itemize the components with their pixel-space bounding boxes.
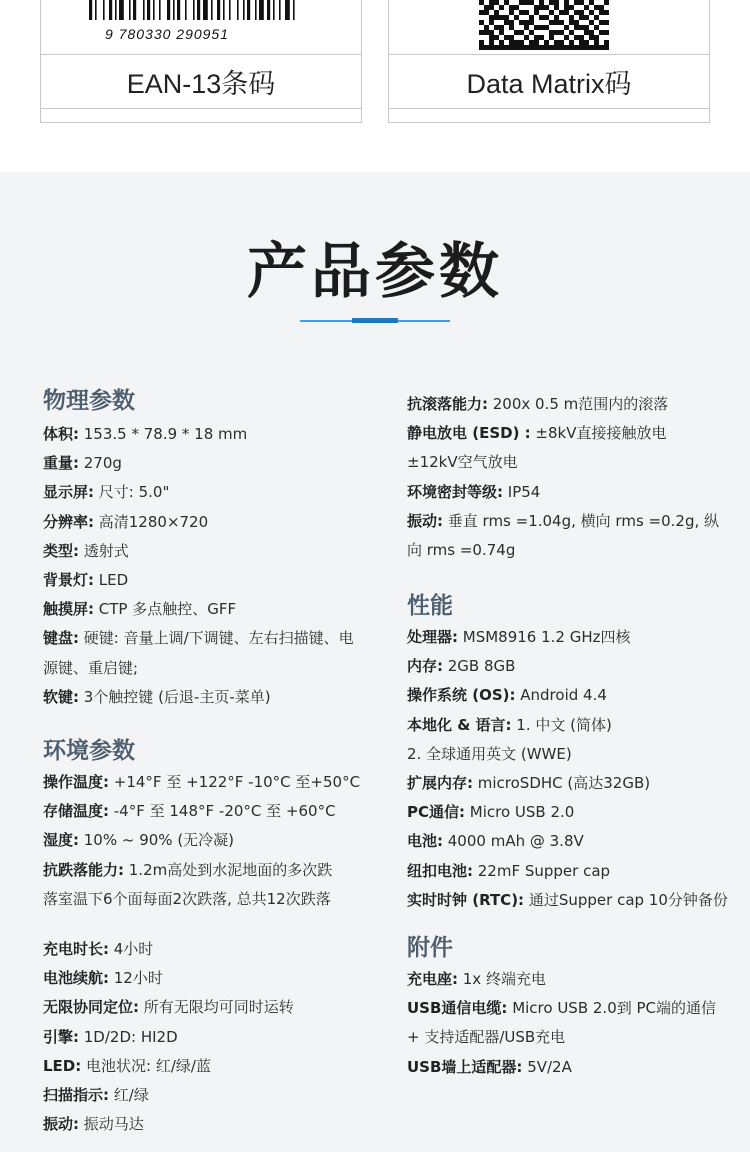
- param-key: 存储温度:: [43, 802, 109, 821]
- param-value: 向 rms =0.74g: [407, 541, 516, 559]
- param-value: Android 4.4: [515, 686, 607, 705]
- param-line: [407, 830, 584, 851]
- param-key: 处理器:: [407, 628, 458, 646]
- param-line: [43, 686, 271, 707]
- param-value: 12小时: [109, 969, 163, 988]
- param-line: [43, 771, 360, 792]
- param-line: [43, 569, 128, 590]
- param-value: 所有无限均可同时运转: [139, 998, 294, 1017]
- param-value: 1x 终端充电: [458, 970, 546, 988]
- param-value: microSDHC (高达32GB): [473, 774, 651, 792]
- param-key: 振动:: [407, 511, 443, 530]
- param-key: 类型:: [43, 541, 79, 560]
- param-value: 源键、重启键;: [43, 658, 139, 677]
- param-key: 内存:: [407, 657, 443, 676]
- ean13-card: [40, 0, 362, 123]
- param-line: [43, 1055, 211, 1076]
- param-line: [43, 598, 236, 619]
- param-key: 电池:: [407, 832, 443, 851]
- param-line: [43, 888, 331, 909]
- param-line: [407, 743, 572, 764]
- param-key: 显示屏:: [43, 483, 94, 502]
- param-value: 通过Supper cap 10分钟备份: [524, 890, 728, 909]
- ean13-number: 9 780330 290951: [105, 26, 229, 42]
- param-line: [407, 968, 546, 989]
- param-value: 电池状况: 红/绿/蓝: [81, 1056, 211, 1075]
- section-heading: 物理参数: [43, 388, 135, 414]
- param-key: 扩展内存:: [407, 774, 473, 792]
- param-value: 270g: [79, 454, 122, 473]
- param-line: [407, 997, 716, 1018]
- param-line: [407, 714, 612, 735]
- param-value: Micro USB 2.0: [465, 803, 575, 822]
- section-heading: 附件: [407, 935, 453, 961]
- param-line: [407, 422, 667, 443]
- param-key: PC通信:: [407, 803, 466, 822]
- param-line: [407, 539, 515, 560]
- param-value: 3个触控键 (后退-主页-菜单): [79, 687, 271, 706]
- param-line: [43, 1113, 144, 1134]
- param-key: 电池续航:: [43, 969, 109, 988]
- param-value: 2. 全球通用英文 (WWE): [407, 744, 572, 763]
- param-key: 纽扣电池:: [407, 861, 473, 880]
- param-value: 5V/2A: [522, 1057, 572, 1076]
- param-line: [43, 996, 294, 1017]
- param-value: 1D/2D: HI2D: [79, 1027, 178, 1046]
- param-value: 22mF Supper cap: [473, 861, 611, 880]
- param-value: 硬键: 音量上调/下调键、左右扫描键、电: [79, 629, 354, 648]
- param-value: +14°F 至 +122°F -10°C 至+50°C: [109, 773, 361, 791]
- param-value: 153.5 * 78.9 * 18 mm: [79, 425, 248, 443]
- param-line: [407, 889, 728, 910]
- param-line: [407, 510, 719, 531]
- param-value: 红/绿: [109, 1086, 149, 1104]
- param-value: + 支持适配器/USB充电: [407, 1028, 566, 1047]
- param-key: 湿度:: [43, 831, 79, 850]
- param-line: [43, 800, 336, 821]
- param-key: 软键:: [43, 687, 79, 706]
- param-line: [43, 938, 153, 959]
- product-parameters-section: [0, 172, 750, 1152]
- param-line: [407, 481, 540, 502]
- param-line: [43, 540, 129, 561]
- param-key: 背景灯:: [43, 571, 94, 589]
- param-value: ±12kV空气放电: [407, 453, 518, 472]
- param-key: USB墙上适配器:: [407, 1057, 523, 1076]
- param-key: 体积:: [43, 425, 79, 443]
- param-line: [43, 1084, 149, 1105]
- param-line: [43, 423, 247, 444]
- param-value: 4小时: [109, 940, 154, 958]
- param-line: [407, 451, 518, 472]
- param-line: [407, 1056, 572, 1077]
- param-value: -4°F 至 148°F -20°C 至 +60°C: [109, 802, 336, 821]
- param-value: IP54: [503, 482, 541, 501]
- param-key: 分辨率:: [43, 512, 94, 531]
- section-title: 产品参数: [247, 237, 503, 307]
- param-key: LED:: [43, 1056, 82, 1075]
- param-value: ±8kV直接接触放电: [530, 424, 667, 443]
- param-key: 振动:: [43, 1115, 79, 1134]
- param-value: 振动马达: [79, 1115, 144, 1134]
- param-line: [43, 657, 138, 678]
- param-line: [407, 1026, 565, 1047]
- param-line: [43, 1026, 178, 1047]
- param-key: 操作系统 (OS):: [407, 686, 516, 705]
- param-line: [43, 967, 163, 988]
- datamatrix-card: [388, 0, 710, 123]
- param-value: 10% ~ 90% (无冷凝): [79, 831, 235, 850]
- param-key: 本地化 & 语言:: [407, 715, 512, 734]
- param-key: USB通信电缆:: [407, 999, 508, 1018]
- param-value: MSM8916 1.2 GHz四核: [458, 628, 631, 646]
- param-line: [407, 860, 610, 881]
- param-line: [407, 772, 650, 793]
- title-underline-accent: [352, 318, 398, 323]
- param-value: 透射式: [79, 541, 129, 560]
- param-value: 垂直 rms =1.04g, 横向 rms =0.2g, 纵: [443, 511, 720, 530]
- param-value: 1. 中文 (简体): [511, 715, 612, 734]
- param-line: [407, 801, 574, 822]
- param-key: 重量:: [43, 454, 79, 473]
- param-line: [43, 627, 354, 648]
- param-value: 落室温下6个面每面2次跌落, 总共12次跌落: [43, 889, 331, 908]
- param-value: 200x 0.5 m范围内的滚落: [488, 395, 669, 413]
- ean13-label: EAN-13条码: [126, 69, 276, 99]
- section-heading: 性能: [407, 593, 453, 619]
- param-value: 高清1280×720: [94, 512, 209, 531]
- param-key: 静电放电 (ESD) :: [407, 424, 531, 443]
- param-key: 扫描指示:: [43, 1086, 109, 1104]
- param-key: 引擎:: [43, 1027, 79, 1046]
- param-key: 实时时钟 (RTC):: [407, 890, 525, 909]
- param-key: 充电座:: [407, 970, 458, 988]
- param-key: 触摸屏:: [43, 600, 94, 619]
- param-line: [43, 511, 208, 532]
- param-line: [43, 829, 234, 850]
- param-value: 4000 mAh @ 3.8V: [443, 832, 584, 851]
- param-key: 无限协同定位:: [43, 998, 139, 1017]
- param-line: [407, 393, 668, 414]
- param-line: [407, 655, 515, 676]
- param-key: 键盘:: [43, 629, 79, 648]
- param-line: [43, 452, 122, 473]
- param-value: 1.2m高处到水泥地面的多次跌: [124, 860, 333, 879]
- barcode-examples: [0, 0, 750, 172]
- param-value: 尺寸: 5.0": [94, 483, 170, 502]
- param-key: 充电时长:: [43, 940, 109, 958]
- param-key: 抗滚落能力:: [407, 395, 488, 413]
- param-key: 环境密封等级:: [407, 482, 503, 501]
- param-line: [43, 481, 169, 502]
- section-heading: 环境参数: [43, 738, 135, 764]
- param-line: [43, 859, 332, 880]
- param-value: Micro USB 2.0到 PC端的通信: [507, 999, 717, 1018]
- param-key: 抗跌落能力:: [43, 860, 124, 879]
- param-value: 2GB 8GB: [443, 657, 516, 676]
- param-value: LED: [94, 571, 129, 589]
- datamatrix-label: Data Matrix码: [466, 69, 632, 99]
- param-line: [407, 684, 607, 705]
- param-value: CTP 多点触控、GFF: [94, 600, 237, 619]
- param-key: 操作温度:: [43, 773, 109, 791]
- param-line: [407, 626, 631, 647]
